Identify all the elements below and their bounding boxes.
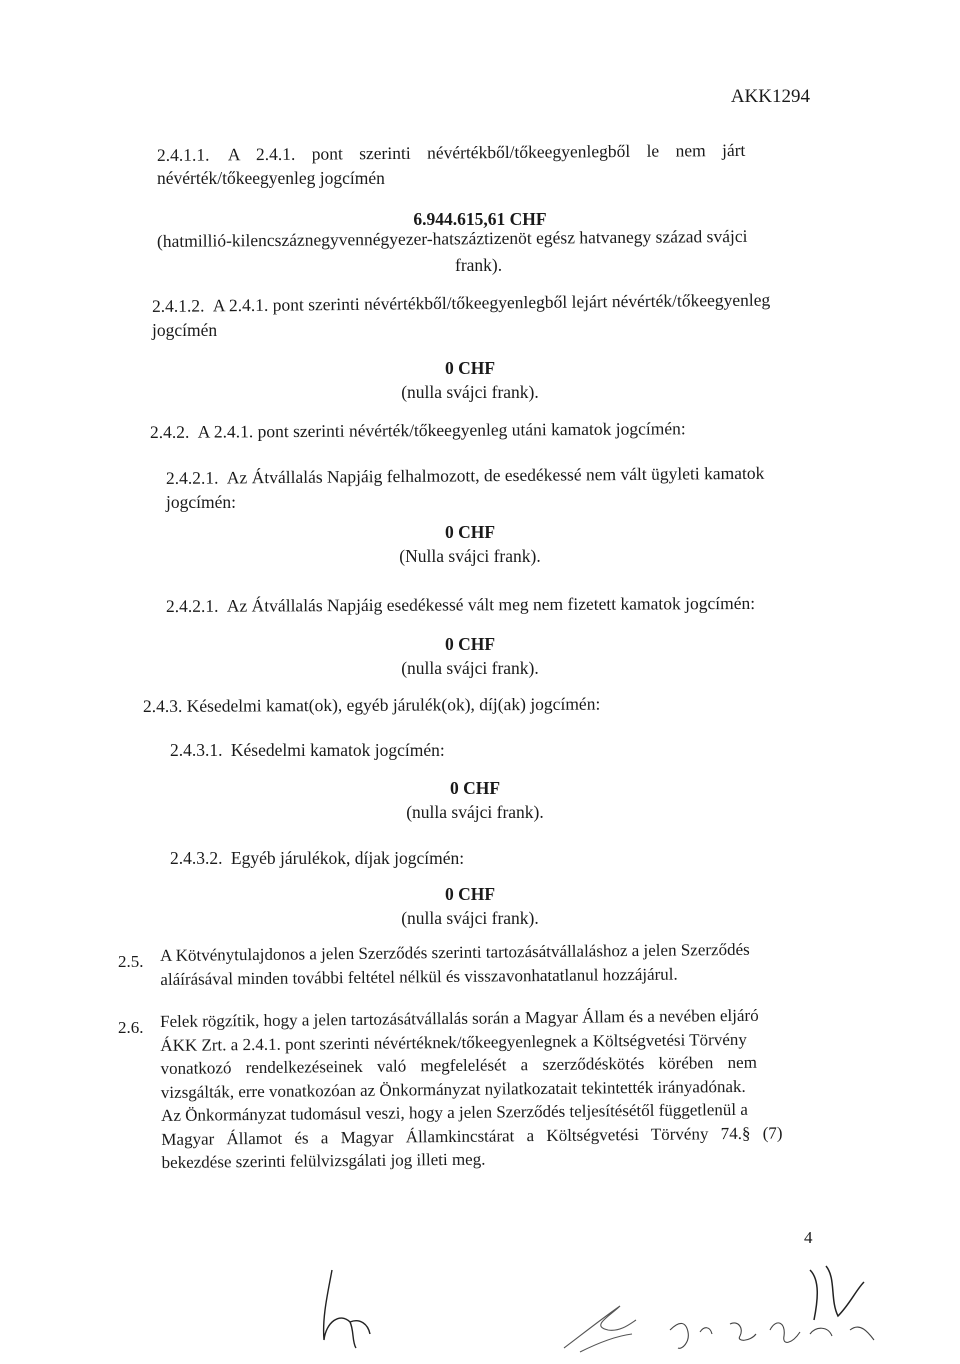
amount-value: 6.944.615,61 CHF [413,209,547,229]
amount-block [150,520,790,568]
item-number: 2.4.2.1. [165,595,219,616]
amount-block [150,356,790,404]
item-text: A 2.4.1. pont szerinti névértékből/tőkeegyenlegből le nem járt [227,139,746,165]
paragraph-line: Felek rögzítik, hogy a jelen tartozásátvállalás során a Magyar Állam és a nevében eljáró [160,1005,759,1031]
handwritten-initials-left [310,1262,380,1352]
handwritten-signature-middle [560,1296,640,1356]
item-2-4-3-2 [170,846,464,870]
section-number: 2.5. [118,952,144,971]
item-text: Az Átvállalás Napjáig felhalmozott, de esedékessé nem vált ügyleti kamatok [226,462,765,488]
item-2-4-2-1-b [166,591,755,618]
item-2-4-1-2 [152,288,770,318]
paragraph-line: Magyar Államot és a Magyar Államkincstárat a Költségvetési Törvény 74.§ (7) [161,1122,783,1149]
amount-words: (nulla svájci frank). [401,658,539,678]
item-number: 2.4.3. [142,695,183,716]
item-2-4-1-2-cont: jogcímén [152,320,218,340]
document-reference: AKK1294 [730,86,810,107]
paragraph-line: Az Önkormányzat tudomásul veszi, hogy a jelen Szerződés teljesítésétől függetlenül a [161,1099,748,1125]
handwritten-signatures-right [660,1260,910,1360]
item-2-4-2 [150,416,686,444]
item-2-4-3 [143,692,600,718]
item-number: 2.4.1.2. [151,295,205,316]
amount-block [155,776,795,824]
item-text: A 2.4.1. pont szerinti névérték/tőkeegyenleg utáni kamatok jogcímén: [197,418,686,442]
amount-value: 0 CHF [444,522,496,542]
item-2-4-1-1 [157,138,746,167]
paragraph-line: aláírásával minden további feltétel nélkül és visszavonhatatlanul hozzájárul. [160,964,678,989]
paragraph-line: vizsgálták, erre vonatkozóan az Önkormányzat nyilatkozatait tekintették irányadónak. [160,1076,746,1102]
page-number: 4 [804,1228,813,1247]
amount-block [150,632,790,680]
item-number: 2.4.3.1. [170,740,223,760]
amount-words: (nulla svájci frank). [401,382,539,402]
item-text: Egyéb járulékok, díjak jogcímén: [230,848,465,868]
amount-block [150,882,790,930]
item-2-4-2-1-a-cont: jogcímén: [166,492,236,512]
amount-value: 0 CHF [444,634,496,654]
item-number: 2.4.1.1. [156,144,210,165]
paragraph-line: bekezdése szerinti felülvizsgálati jog illeti meg. [161,1149,486,1172]
amount-words-cont: frank). [455,255,503,275]
item-number: 2.4.2.1. [165,467,219,488]
amount-value: 0 CHF [444,884,496,904]
item-text: Késedelmi kamatok jogcímén: [230,740,445,760]
amount-words: (hatmillió-kilencszáznegyvennégyezer-hatszáztizenöt egész hatvanegy század svájci [156,225,748,251]
section-2-5 [160,937,820,992]
item-2-4-3-1 [170,738,445,762]
amount-words: (nulla svájci frank). [406,802,544,822]
item-text: A 2.4.1. pont szerinti névértékből/tőkeegyenlegből lejárt névérték/tőkeegyenleg [212,289,771,316]
section-2-6 [160,1003,822,1174]
item-2-4-1-1-cont: névérték/tőkeegyenleg jogcímén [157,168,385,188]
paragraph-line: vonatkozó rendelkezéseinek való megfelelését a szerződéskötés körében nem [160,1052,757,1078]
amount-words: (Nulla svájci frank). [399,546,541,566]
item-number: 2.4.2. [149,421,190,442]
paragraph-line: ÁKK Zrt. a 2.4.1. pont szerinti névértéknek/tőkeegyenlegnek a Költségvetési Törvény [160,1029,747,1055]
amount-value: 0 CHF [449,778,501,798]
item-number: 2.4.3.2. [170,848,223,868]
item-2-4-2-1-a [166,461,765,490]
amount-words: (nulla svájci frank). [401,908,539,928]
paragraph-line: A Kötvénytulajdonos a jelen Szerződés szerinti tartozásátvállaláshoz a jelen Szerződés [160,939,750,965]
section-number: 2.6. [118,1018,144,1037]
item-text: Az Átvállalás Napjáig esedékessé vált meg nem fizetett kamatok jogcímén: [226,592,756,616]
amount-value: 0 CHF [444,358,496,378]
item-text: Késedelmi kamat(ok), egyéb járulék(ok), díj(ak) jogcímén: [186,693,601,716]
